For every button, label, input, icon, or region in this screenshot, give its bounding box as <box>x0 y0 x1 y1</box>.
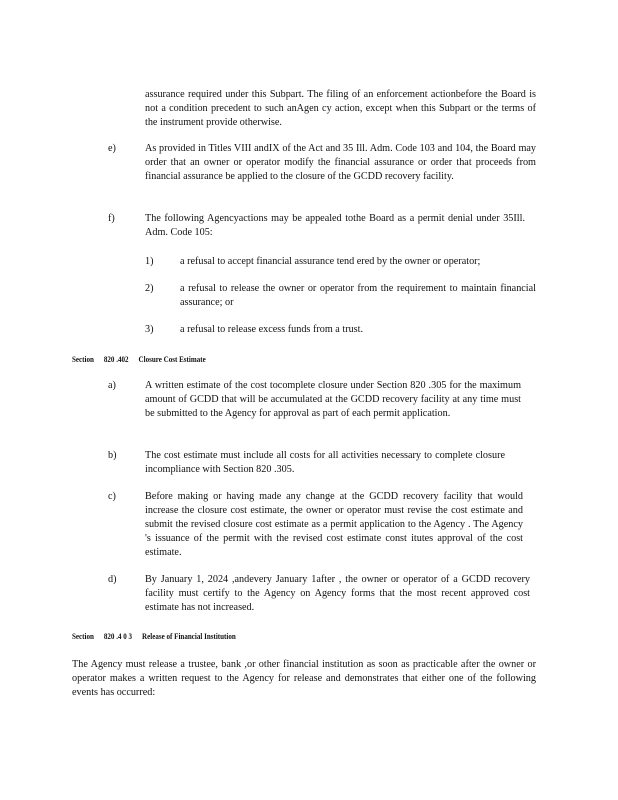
item-402d-label: d) <box>108 574 117 585</box>
item-402b-text: The cost estimate must include all costs for all activities necessary to complete closure incompliance with Section 820 .305. <box>145 450 505 475</box>
item-f-text: The following Agencyactions may be appealed tothe Board as a permit denial under 35Ill. Adm. Code 105: <box>145 213 525 238</box>
section-402-title: Closure Cost Estimate <box>138 354 206 364</box>
section-403-number: 820 .4 0 3 <box>103 631 133 641</box>
subitem-2-text: a refusal to release the owner or operator from the requirement to maintain financial assurance; or <box>180 283 536 308</box>
subitem-1-label: 1) <box>145 256 154 267</box>
intro-paragraph: assurance required under this Subpart. The filing of an enforcement actionbefore the Board is not a condition precedent to such anAgen cy action, except when this Subpart or the terms of the instrument provide otherwise. <box>145 89 536 128</box>
subitem-1-text: a refusal to accept financial assurance tend ered by the owner or operator; <box>180 256 481 267</box>
item-e-label: e) <box>108 143 116 154</box>
item-402c-text: Before making or having made any change at the GCDD recovery facility that would increase the closure cost estimate, the owner or operator must revise the cost estimate and submit the revised closure cost estimate as a permit application to the Agency . The Agency 's issuance of the permit with the revised cost estimate const itutes approval of the cost estimate. <box>145 491 523 558</box>
item-402b-label: b) <box>108 450 117 461</box>
item-402a-label: a) <box>108 380 116 391</box>
section-403-word: Section <box>72 631 94 641</box>
section-402-word: Section <box>72 354 94 364</box>
subitem-3-text: a refusal to release excess funds from a trust. <box>180 324 364 335</box>
section-403-text: The Agency must release a trustee, bank ,or other financial institution as soon as practicable after the owner or operator makes a written request to the Agency for release and demonstrates that either one of the following events has occurred: <box>72 659 536 698</box>
item-402d-text: By January 1, 2024 ,andevery January 1after , the owner or operator of a GCDD recovery facility must certify to the Agency on Agency forms that the most recent approved cost estimate has not increased. <box>145 574 530 613</box>
item-402c-label: c) <box>108 491 116 502</box>
section-402-heading <box>72 353 214 365</box>
item-e-text: As provided in Titles VIII andIX of the Act and 35 Ill. Adm. Code 103 and 104, the Board may order that an owner or operator modify the financial assurance or order that proceeds from financial assurance be applied to the closure of the GCDD recovery facility. <box>145 143 536 182</box>
subitem-3-label: 3) <box>145 324 154 335</box>
section-403-heading <box>72 630 244 642</box>
section-403-title: Release of Financial Institution <box>142 631 236 641</box>
item-402a-text: A written estimate of the cost tocomplete closure under Section 820 .305 for the maximum amount of GCDD that will be accumulated at the GCDD recovery facility at any time must be submitted to the Agency for approval as part of each permit application. <box>145 380 521 419</box>
item-f-label: f) <box>108 213 115 224</box>
section-402-number: 820 .402 <box>103 354 129 364</box>
subitem-2-label: 2) <box>145 283 154 294</box>
